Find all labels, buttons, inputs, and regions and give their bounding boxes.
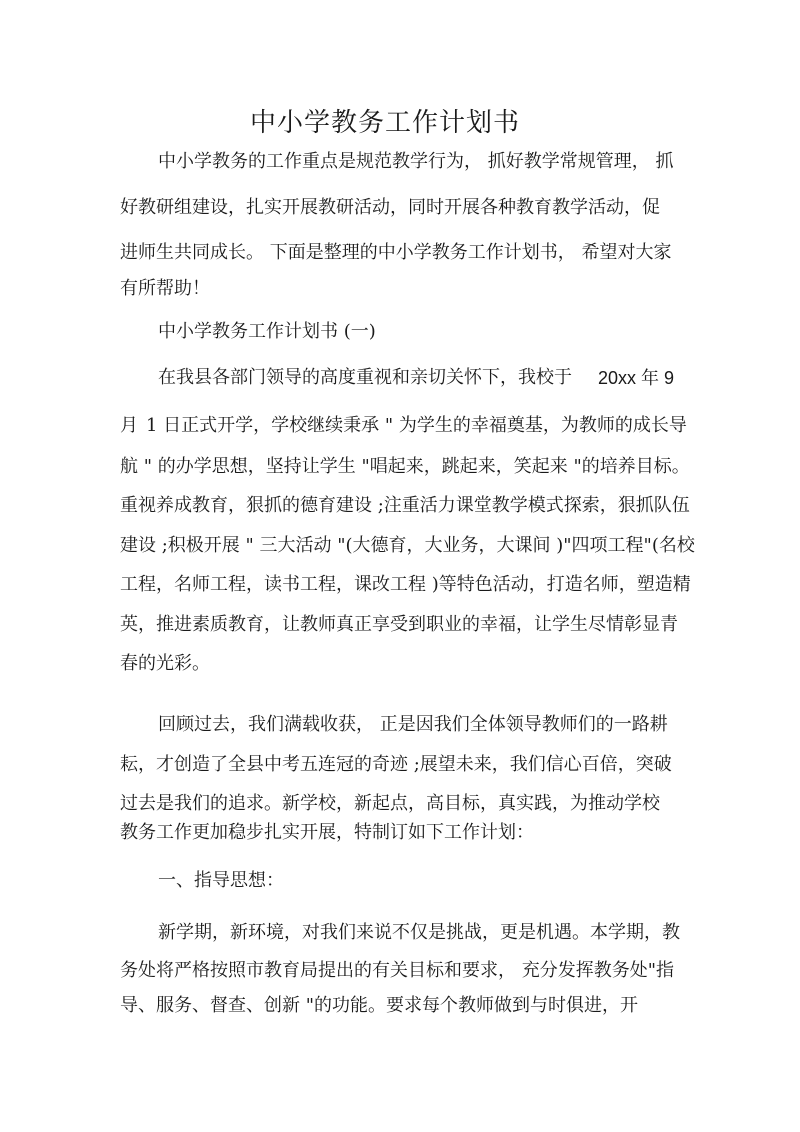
section-heading: 中小学教务工作计划书 (一) [158, 321, 376, 342]
para1-line-6: 工程，名师工程，读书工程，课改工程 )等特色活动，打造名师，塑造精 [120, 574, 691, 595]
intro-line-2: 好教研组建设，扎实开展教研活动，同时开展各种教育教学活动，促 [120, 197, 660, 218]
para3-line-2: 务处将严格按照市教育局提出的有关目标和要求， 充分发挥教务处"指 [120, 960, 674, 981]
intro-line-4: 有所帮助！ [120, 278, 210, 299]
para1-line-1-date: 20xx 年 9 [598, 368, 675, 388]
para1-line-5: 建设 ;积极开展 " 三大活动 "(大德育，大业务，大课间 )"四项工程"(名校 [120, 535, 695, 556]
intro-line-1: 中小学教务的工作重点是规范教学行为， 抓好教学常规管理， 抓 [158, 151, 674, 172]
para2-line-4: 教务工作更加稳步扎实开展，特制订如下工作计划： [120, 822, 534, 843]
intro-line-3: 进师生共同成长。 下面是整理的中小学教务工作计划书， 希望对大家 [120, 242, 672, 263]
para1-line-2-month: 月 [120, 415, 138, 436]
para3-line-3: 导、服务、督查、创新 "的功能。要求每个教师做到与时俱进，开 [120, 995, 638, 1016]
para3-line-1: 新学期，新环境，对我们来说不仅是挑战，更是机遇。本学期，教 [158, 922, 680, 943]
para1-line-3: 航 " 的办学思想，坚持让学生 "唱起来，跳起来，笑起来 "的培养目标。 [120, 456, 690, 477]
para1-line-7: 英，推进素质教育，让教师真正享受到职业的幸福，让学生尽情彰显青 [120, 614, 678, 635]
para1-line-4: 重视养成教育，狠抓的德育建设 ;注重活力课堂教学模式探索，狠抓队伍 [120, 495, 690, 516]
document-title: 中小学教务工作计划书 [249, 108, 520, 138]
para2-line-3: 过去是我们的追求。新学校，新起点，高目标，真实践，为推动学校 [120, 793, 660, 814]
para1-line-1-text: 在我县各部门领导的高度重视和亲切关怀下，我校于 [158, 367, 572, 388]
para2-line-2: 耘，才创造了全县中考五连冠的奇迹 ;展望未来，我们信心百倍，突破 [120, 754, 672, 775]
para2-line-1: 回顾过去，我们满载收获， 正是因我们全体领导教师们的一路耕 [158, 714, 668, 735]
heading-guiding-ideas: 一、指导思想： [158, 870, 284, 891]
para1-line-8: 春的光彩。 [120, 653, 210, 674]
para1-line-2-rest: 1 日正式开学，学校继续秉承 " 为学生的幸福奠基，为教师的成长导 [146, 415, 687, 436]
